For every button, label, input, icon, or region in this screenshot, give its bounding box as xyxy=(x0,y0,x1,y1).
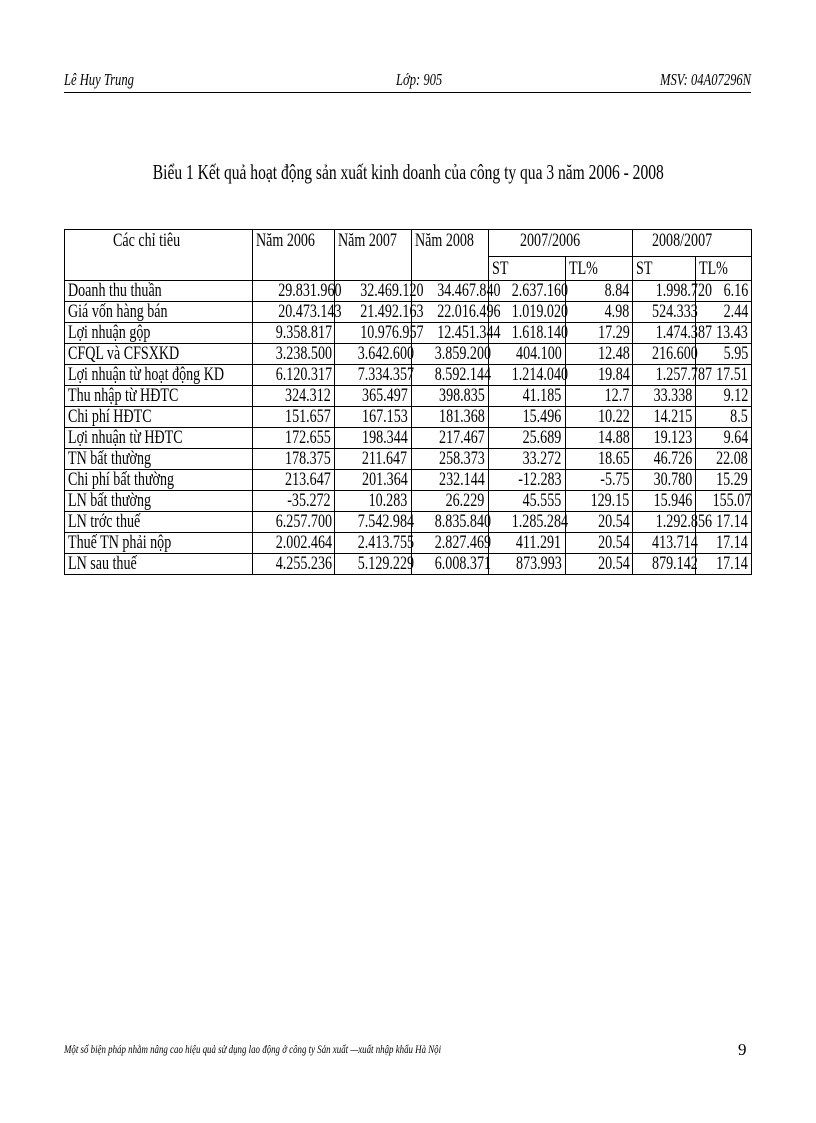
row-label: CFQL và CFSXKD xyxy=(65,344,253,365)
cell-tl2: 17.14 xyxy=(696,554,752,575)
col-header-2008: Năm 2008 xyxy=(411,230,488,281)
cell-tl1: 19.84 xyxy=(565,365,633,386)
cell-tl1: 10.22 xyxy=(565,407,633,428)
col-header-2007-2006: 2007/2006 xyxy=(488,230,633,257)
cell-tl1: 14.88 xyxy=(565,428,633,449)
cell-v2006: 4.255.236 xyxy=(253,554,334,575)
cell-tl2: 155.07 xyxy=(696,491,752,512)
cell-tl1: 20.54 xyxy=(565,533,633,554)
cell-st2: 1.998.720 xyxy=(633,281,696,302)
cell-tl2: 5.95 xyxy=(696,344,752,365)
row-label: Thu nhập từ HĐTC xyxy=(65,386,253,407)
cell-v2007: 7.542.984 xyxy=(334,512,411,533)
document-title-text: Biểu 1 Kết quả hoạt động sản xuất kinh doanh của công ty qua 3 năm 2006 - 2008 xyxy=(152,160,664,184)
table-row xyxy=(65,407,752,428)
cell-tl2: 8.5 xyxy=(696,407,752,428)
header-author: Lê Huy Trung xyxy=(64,70,134,89)
cell-v2007: 21.492.163 xyxy=(334,302,411,323)
cell-tl1: 8.84 xyxy=(565,281,633,302)
col-header-st-1: ST xyxy=(488,257,565,281)
cell-st2: 413.714 xyxy=(633,533,696,554)
cell-st2: 14.215 xyxy=(633,407,696,428)
cell-st2: 19.123 xyxy=(633,428,696,449)
cell-v2008: 6.008.371 xyxy=(411,554,488,575)
cell-v2008: 258.373 xyxy=(411,449,488,470)
cell-v2006: 20.473.143 xyxy=(253,302,334,323)
row-label: LN trớc thuế xyxy=(65,512,253,533)
row-label: LN bất thường xyxy=(65,491,253,512)
table-row xyxy=(65,470,752,491)
table-row xyxy=(65,491,752,512)
cell-st1: 1.019.020 xyxy=(488,302,565,323)
col-header-tl-2: TL% xyxy=(696,257,752,281)
cell-tl2: 15.29 xyxy=(696,470,752,491)
cell-st2: 15.946 xyxy=(633,491,696,512)
header-student-id: MSV: 04A07296N xyxy=(659,70,751,89)
cell-tl1: -5.75 xyxy=(565,470,633,491)
cell-tl1: 4.98 xyxy=(565,302,633,323)
cell-v2007: 2.413.755 xyxy=(334,533,411,554)
row-label: Lợi nhuận từ hoạt động KD xyxy=(65,365,253,386)
cell-v2008: 12.451.344 xyxy=(411,323,488,344)
row-label: Doanh thu thuần xyxy=(65,281,253,302)
row-label: Lợi nhuận từ HĐTC xyxy=(65,428,253,449)
cell-tl1: 17.29 xyxy=(565,323,633,344)
table-row xyxy=(65,281,752,302)
cell-v2007: 3.642.600 xyxy=(334,344,411,365)
row-label: TN bất thường xyxy=(65,449,253,470)
cell-v2006: 151.657 xyxy=(253,407,334,428)
cell-st1: -12.283 xyxy=(488,470,565,491)
row-label: Giá vốn hàng bán xyxy=(65,302,253,323)
cell-st1: 45.555 xyxy=(488,491,565,512)
cell-st1: 33.272 xyxy=(488,449,565,470)
col-header-st-2: ST xyxy=(633,257,696,281)
cell-tl2: 22.08 xyxy=(696,449,752,470)
cell-v2006: 213.647 xyxy=(253,470,334,491)
table-row xyxy=(65,449,752,470)
cell-tl2: 9.12 xyxy=(696,386,752,407)
cell-st2: 33.338 xyxy=(633,386,696,407)
cell-tl2: 6.16 xyxy=(696,281,752,302)
cell-v2008: 8.592.144 xyxy=(411,365,488,386)
cell-st1: 15.496 xyxy=(488,407,565,428)
business-results-table xyxy=(64,229,752,575)
cell-v2007: 365.497 xyxy=(334,386,411,407)
cell-v2006: 9.358.817 xyxy=(253,323,334,344)
cell-tl2: 17.14 xyxy=(696,512,752,533)
cell-v2007: 10.283 xyxy=(334,491,411,512)
cell-tl1: 12.48 xyxy=(565,344,633,365)
table-row xyxy=(65,428,752,449)
cell-st2: 1.257.787 xyxy=(633,365,696,386)
cell-v2006: 172.655 xyxy=(253,428,334,449)
row-label: Lợi nhuận gộp xyxy=(65,323,253,344)
row-label: Chi phí HĐTC xyxy=(65,407,253,428)
cell-tl1: 18.65 xyxy=(565,449,633,470)
cell-v2008: 181.368 xyxy=(411,407,488,428)
col-header-2008-2007: 2008/2007 xyxy=(633,230,752,257)
row-label: Thuế TN phải nộp xyxy=(65,533,253,554)
cell-tl1: 20.54 xyxy=(565,554,633,575)
col-header-2006: Năm 2006 xyxy=(253,230,334,281)
cell-v2006: -35.272 xyxy=(253,491,334,512)
cell-tl2: 17.14 xyxy=(696,533,752,554)
table-row xyxy=(65,554,752,575)
page-footer xyxy=(64,1042,574,1057)
cell-v2007: 167.153 xyxy=(334,407,411,428)
cell-tl1: 129.15 xyxy=(565,491,633,512)
cell-v2007: 198.344 xyxy=(334,428,411,449)
cell-st2: 879.142 xyxy=(633,554,696,575)
cell-v2007: 10.976.957 xyxy=(334,323,411,344)
cell-tl1: 12.7 xyxy=(565,386,633,407)
document-title xyxy=(0,160,816,185)
cell-v2007: 211.647 xyxy=(334,449,411,470)
cell-v2008: 2.827.469 xyxy=(411,533,488,554)
cell-v2006: 6.120.317 xyxy=(253,365,334,386)
table-row xyxy=(65,344,752,365)
cell-tl2: 9.64 xyxy=(696,428,752,449)
cell-st1: 2.637.160 xyxy=(488,281,565,302)
cell-st1: 1.618.140 xyxy=(488,323,565,344)
table-body xyxy=(65,281,752,575)
row-label: LN sau thuế xyxy=(65,554,253,575)
cell-v2008: 232.144 xyxy=(411,470,488,491)
cell-v2006: 3.238.500 xyxy=(253,344,334,365)
cell-v2008: 26.229 xyxy=(411,491,488,512)
cell-tl2: 17.51 xyxy=(696,365,752,386)
cell-tl2: 2.44 xyxy=(696,302,752,323)
cell-v2007: 5.129.229 xyxy=(334,554,411,575)
cell-st2: 30.780 xyxy=(633,470,696,491)
cell-st1: 873.993 xyxy=(488,554,565,575)
table-row xyxy=(65,512,752,533)
table-row xyxy=(65,533,752,554)
cell-v2007: 201.364 xyxy=(334,470,411,491)
cell-st1: 411.291 xyxy=(488,533,565,554)
cell-v2008: 3.859.200 xyxy=(411,344,488,365)
cell-st2: 1.474.387 xyxy=(633,323,696,344)
cell-st2: 216.600 xyxy=(633,344,696,365)
cell-v2008: 34.467.840 xyxy=(411,281,488,302)
cell-v2006: 178.375 xyxy=(253,449,334,470)
col-header-2007: Năm 2007 xyxy=(334,230,411,281)
table-row xyxy=(65,302,752,323)
cell-tl2: 13.43 xyxy=(696,323,752,344)
page-header xyxy=(64,72,751,93)
table-row xyxy=(65,386,752,407)
row-label: Chi phí bất thường xyxy=(65,470,253,491)
cell-v2008: 8.835.840 xyxy=(411,512,488,533)
table-row xyxy=(65,323,752,344)
cell-v2007: 32.469.120 xyxy=(334,281,411,302)
cell-v2008: 398.835 xyxy=(411,386,488,407)
page-number: 9 xyxy=(738,1040,747,1059)
cell-v2008: 217.467 xyxy=(411,428,488,449)
cell-st2: 46.726 xyxy=(633,449,696,470)
cell-v2007: 7.334.357 xyxy=(334,365,411,386)
col-header-tl-1: TL% xyxy=(565,257,633,281)
cell-v2008: 22.016.496 xyxy=(411,302,488,323)
cell-st2: 524.333 xyxy=(633,302,696,323)
cell-st1: 1.285.284 xyxy=(488,512,565,533)
cell-st1: 41.185 xyxy=(488,386,565,407)
cell-v2006: 6.257.700 xyxy=(253,512,334,533)
header-class: Lớp: 905 xyxy=(396,70,443,89)
cell-v2006: 29.831.960 xyxy=(253,281,334,302)
cell-st1: 404.100 xyxy=(488,344,565,365)
col-header-indicator: Các chỉ tiêu xyxy=(65,230,253,281)
cell-st2: 1.292.856 xyxy=(633,512,696,533)
footer-text: Một số biện pháp nhằm nâng cao hiệu quả sử dụng lao động ở công ty Sản xuất —xuất nhập khẩu Hà Nội xyxy=(64,1042,442,1056)
cell-st1: 1.214.040 xyxy=(488,365,565,386)
table-row xyxy=(65,365,752,386)
cell-st1: 25.689 xyxy=(488,428,565,449)
cell-tl1: 20.54 xyxy=(565,512,633,533)
cell-v2006: 324.312 xyxy=(253,386,334,407)
cell-v2006: 2.002.464 xyxy=(253,533,334,554)
